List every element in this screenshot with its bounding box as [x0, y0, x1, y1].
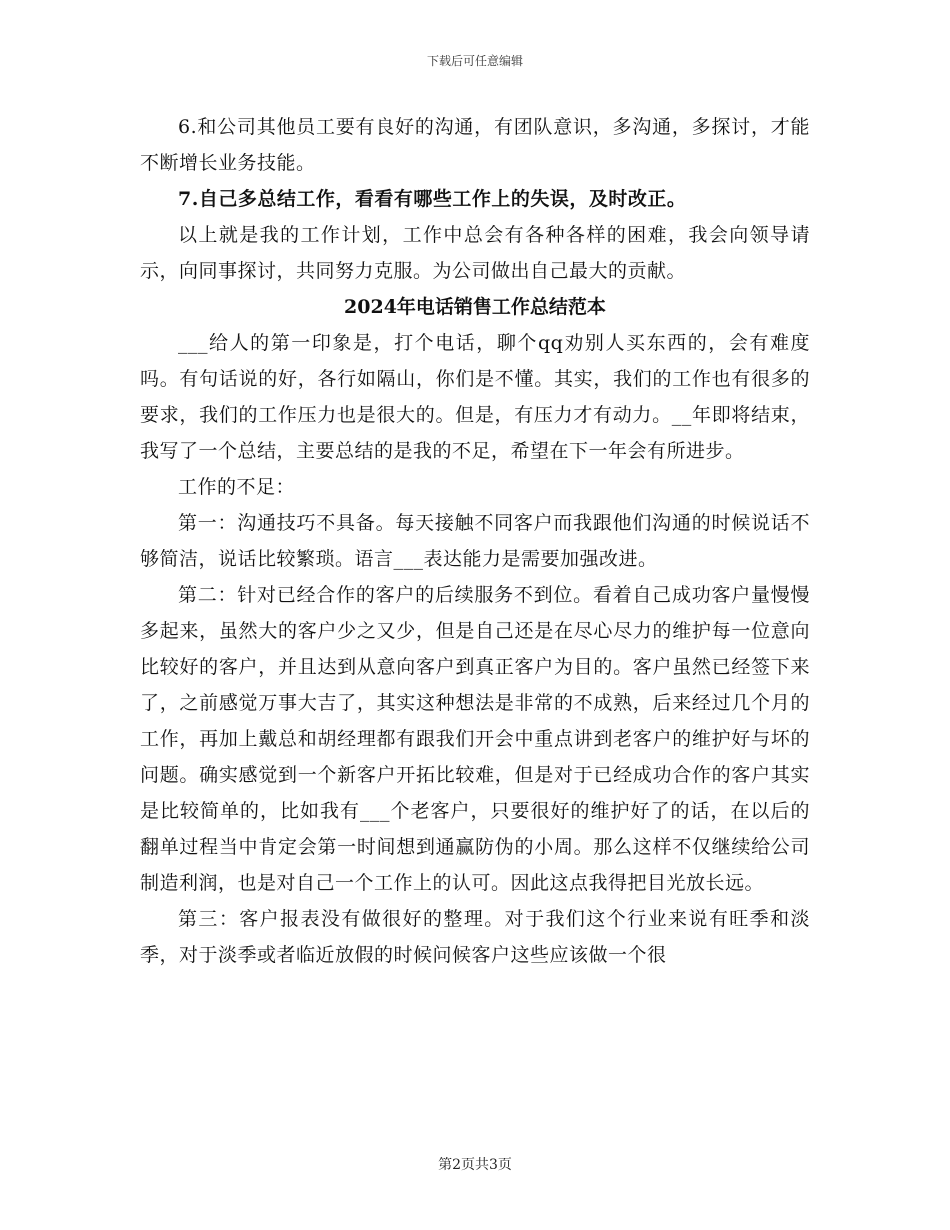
paragraph-intro: ___给人的第一印象是，打个电话，聊个qq劝别人买东西的，会有难度吗。有句话说的好，各行如隔山，你们是不懂。其实，我们的工作也有很多的要求，我们的工作压力也是很大的。但是，有压力才有动力。__年即将结束，我写了一个总结，主要总结的是我的不足，希望在下一年会有所进步。 — [140, 332, 810, 462]
page-header-note: 下载后可任意编辑 — [426, 54, 523, 68]
paragraph-shortcomings-heading: 工作的不足： — [178, 476, 296, 498]
paragraph-first: 第一：沟通技巧不具备。每天接触不同客户而我跟他们沟通的时候说话不够简洁，说话比较繁琐。语言___表达能力是需要加强改进。 — [140, 512, 810, 570]
paragraph-closing: 以上就是我的工作计划，工作中总会有各种各样的困难，我会向领导请示，向同事探讨，共同努力克服。为公司做出自己最大的贡献。 — [140, 224, 810, 282]
document-body — [140, 109, 810, 973]
paragraph-item-6: 6.和公司其他员工要有良好的沟通，有团队意识，多沟通，多探讨，才能不断增长业务技能。 — [140, 116, 810, 174]
paragraph-third: 第三：客户报表没有做很好的整理。对于我们这个行业来说有旺季和淡季，对于淡季或者临近放假的时候问候客户这些应该做一个很 — [140, 908, 810, 966]
page-number: 第2页共3页 — [438, 1157, 512, 1173]
section-title: 2024年电话销售工作总结范本 — [344, 296, 606, 318]
paragraph-second: 第二：针对已经合作的客户的后续服务不到位。看着自己成功客户量慢慢多起来，虽然大的客户少之又少，但是自己还是在尽心尽力的维护每一位意向比较好的客户，并且达到从意向客户到真正客户为目的。客户虽然已经签下来了，之前感觉万事大吉了，其实这种想法是非常的不成熟，后来经过几个月的工作，再加上戴总和胡经理都有跟我们开会中重点讲到老客户的维护好与坏的问题。确实感觉到一个新客户开拓比较难，但是对于已经成功合作的客户其实是比较简单的，比如我有___个老客户，只要很好的维护好了的话，在以后的翻单过程当中肯定会第一时间想到通赢防伪的小周。那么这样不仅继续给公司制造利润，也是对自己一个工作上的认可。因此这点我得把目光放长远。 — [140, 584, 810, 894]
paragraph-item-7: 7.自己多总结工作，看看有哪些工作上的失误，及时改正。 — [178, 188, 687, 210]
